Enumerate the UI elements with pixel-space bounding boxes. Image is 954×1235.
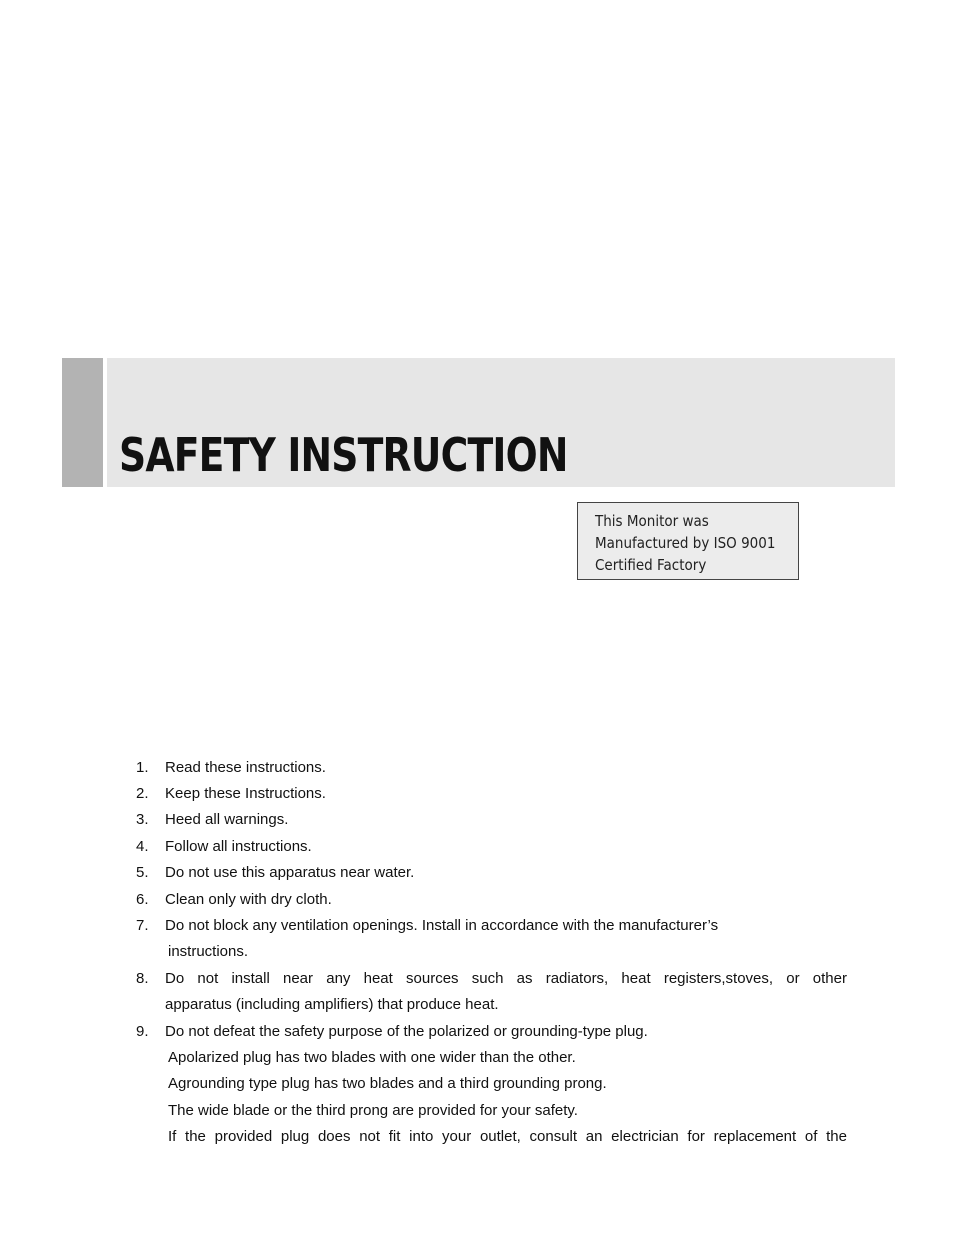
list-item-number: 6. <box>136 891 149 908</box>
plug-note-text: If the provided plug does not fit into your outlet, consult an electrician for replacement of the <box>168 1128 847 1145</box>
iso-line: This Monitor was <box>595 512 709 530</box>
list-item-text: Do not use this apparatus near water. <box>165 864 415 881</box>
list-item-text: Heed all warnings. <box>165 811 289 828</box>
plug-note-text: Agrounding type plug has two blades and a third grounding prong. <box>168 1075 607 1092</box>
page-title: SAFETY INSTRUCTION <box>119 428 568 482</box>
list-item-text: instructions. <box>168 943 249 960</box>
list-item-number: 2. <box>136 785 149 802</box>
list-item-number: 4. <box>136 838 149 855</box>
iso-line: Manufactured by ISO 9001 <box>595 534 776 552</box>
list-item-text: Do not block any ventilation openings. Install in accordance with the manufacturer’s <box>165 917 719 934</box>
list-item-text: Do not install near any heat sources such as radiators, heat registers,stoves, or other <box>165 970 847 987</box>
iso-line: Certified Factory <box>595 556 707 574</box>
list-item-text: Do not defeat the safety purpose of the polarized or grounding-type plug. <box>165 1023 648 1040</box>
plug-note-text: The wide blade or the third prong are provided for your safety. <box>168 1102 578 1119</box>
list-item-number: 7. <box>136 917 149 934</box>
list-item-number: 5. <box>136 864 149 881</box>
list-item-text: apparatus (including amplifiers) that produce heat. <box>165 996 499 1013</box>
list-item-number: 8. <box>136 970 149 987</box>
list-item-number: 9. <box>136 1023 149 1040</box>
list-item-text: Clean only with dry cloth. <box>165 891 332 908</box>
list-item-text: Follow all instructions. <box>165 838 312 855</box>
list-item-text: Keep these Instructions. <box>165 785 326 802</box>
plug-note-text: Apolarized plug has two blades with one wider than the other. <box>168 1049 576 1066</box>
list-item-text: Read these instructions. <box>165 759 326 776</box>
list-item-number: 1. <box>136 759 149 776</box>
list-item-number: 3. <box>136 811 149 828</box>
